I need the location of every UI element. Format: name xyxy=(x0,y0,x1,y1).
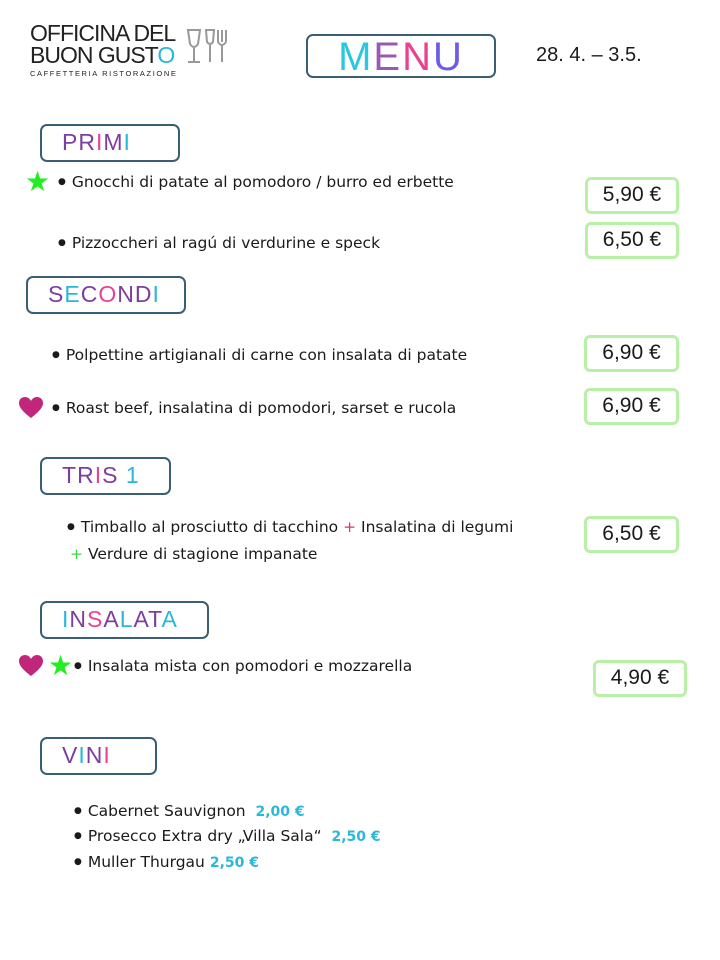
plus-sign: + xyxy=(70,545,83,563)
title-letter: N xyxy=(402,35,433,79)
title-letter: S xyxy=(102,462,119,488)
wine-item: ● Muller Thurgau 2,50 € xyxy=(74,853,259,871)
menu-title xyxy=(338,35,464,79)
wine-item: ● Prosecco Extra dry „Villa Sala“ 2,50 € xyxy=(74,827,381,845)
title-letter: A xyxy=(103,606,120,632)
title-letter: N xyxy=(117,281,135,307)
menu-item: ● Gnocchi di patate al pomodoro / burro ed erbette xyxy=(58,173,454,191)
wine-price: 2,50 € xyxy=(209,855,259,871)
title-letter: T xyxy=(62,462,78,488)
title-letter: I xyxy=(78,742,86,768)
title-letter: M xyxy=(338,35,374,79)
wine-price: 2,50 € xyxy=(331,829,381,845)
menu-item-text: Timballo al prosciutto di tacchino xyxy=(80,518,339,536)
section-primi-label xyxy=(62,129,131,155)
title-letter: O xyxy=(98,281,118,307)
price-box xyxy=(584,516,679,553)
price: 6,50 € xyxy=(602,228,662,251)
menu-title-box xyxy=(306,34,496,78)
price: 6,90 € xyxy=(602,341,661,364)
price: 6,50 € xyxy=(602,522,661,545)
title-letter: L xyxy=(119,606,134,632)
menu-item-text: Polpettine artigianali di carne con insalata di patate xyxy=(65,346,468,364)
menu-item-text: Roast beef, insalatina di pomodori, sarset e rucola xyxy=(65,399,457,417)
menu-item: ● Timballo al prosciutto di tacchino + Insalatina di legumi xyxy=(67,518,514,536)
title-letter xyxy=(118,462,125,488)
title-letter: I xyxy=(95,129,104,155)
title-letter: U xyxy=(433,35,464,79)
menu-item-text: Verdure di stagione impanate xyxy=(87,545,318,563)
price-box xyxy=(584,335,679,372)
title-letter: E xyxy=(373,35,403,79)
date-range: 28. 4. – 3.5. xyxy=(536,44,642,66)
price: 5,90 € xyxy=(602,183,662,206)
menu-item: ● Polpettine artigianali di carne con insalata di patate xyxy=(52,346,468,364)
menu-item: ● Roast beef, insalatina di pomodori, sarset e rucola xyxy=(52,399,457,417)
title-letter: I xyxy=(152,281,160,307)
title-letter: R xyxy=(77,462,95,488)
title-letter: N xyxy=(69,606,88,632)
wine-name: Cabernet Sauvignon xyxy=(87,802,246,820)
price: 6,90 € xyxy=(602,394,661,417)
price-box xyxy=(585,222,679,259)
title-letter: V xyxy=(62,742,79,768)
heart-icon xyxy=(18,396,44,420)
menu-item-text: Insalatina di legumi xyxy=(361,518,514,536)
section-insalata-title xyxy=(40,601,209,639)
star-icon: ★ xyxy=(25,165,51,198)
title-letter: D xyxy=(134,281,153,307)
section-vini-title xyxy=(40,737,157,775)
price-box xyxy=(585,177,679,214)
wine-name: Muller Thurgau xyxy=(87,853,205,871)
wine-item: ● Cabernet Sauvignon 2,00 € xyxy=(74,802,305,820)
title-letter: I xyxy=(123,129,131,155)
star-icon: ★ xyxy=(48,649,74,682)
logo-line2-accent: O xyxy=(157,42,175,68)
price-box xyxy=(584,388,679,425)
title-letter: M xyxy=(103,129,124,155)
title-letter: S xyxy=(87,606,104,632)
title-letter: 1 xyxy=(125,462,140,488)
title-letter: I xyxy=(62,606,70,632)
logo-subtitle: CAFFETTERIA RISTORAZIONE xyxy=(30,69,178,78)
title-letter: E xyxy=(64,281,81,307)
title-letter: R xyxy=(78,129,96,155)
section-tris-label xyxy=(62,462,140,488)
menu-item-text: Insalata mista con pomodori e mozzarella xyxy=(87,657,413,675)
wine-name: Prosecco Extra dry „Villa Sala“ xyxy=(87,827,322,845)
wine-price: 2,00 € xyxy=(255,804,305,820)
price-box xyxy=(593,660,687,697)
section-vini-label xyxy=(62,742,111,768)
section-secondi-label xyxy=(48,281,160,307)
wine-glass-icon xyxy=(186,28,230,72)
menu-item-continuation xyxy=(70,545,317,563)
title-letter: I xyxy=(103,742,111,768)
plus-sign: + xyxy=(343,518,357,536)
logo-line1: OFFICINA DEL xyxy=(30,20,176,46)
title-letter: I xyxy=(94,462,103,488)
logo-line2-main: BUON GUST xyxy=(30,42,158,68)
section-insalata-label xyxy=(62,606,178,632)
title-letter: N xyxy=(85,742,104,768)
title-letter: A xyxy=(133,606,149,632)
title-letter: S xyxy=(48,281,65,307)
title-letter: P xyxy=(62,129,79,155)
price: 4,90 € xyxy=(610,666,670,689)
menu-item: ● Pizzoccheri al ragú di verdurine e speck xyxy=(58,234,381,252)
section-tris-title xyxy=(40,457,171,495)
title-letter: C xyxy=(80,281,99,307)
menu-item: ● Insalata mista con pomodori e mozzarella xyxy=(74,657,413,675)
section-secondi-title xyxy=(26,276,186,314)
heart-icon xyxy=(18,654,44,678)
section-primi-title xyxy=(40,124,180,162)
menu-item-text: Gnocchi di patate al pomodoro / burro ed erbette xyxy=(71,173,454,191)
title-letter: T xyxy=(148,606,162,632)
menu-item-text: Pizzoccheri al ragú di verdurine e speck xyxy=(71,234,381,252)
title-letter: A xyxy=(161,606,178,632)
